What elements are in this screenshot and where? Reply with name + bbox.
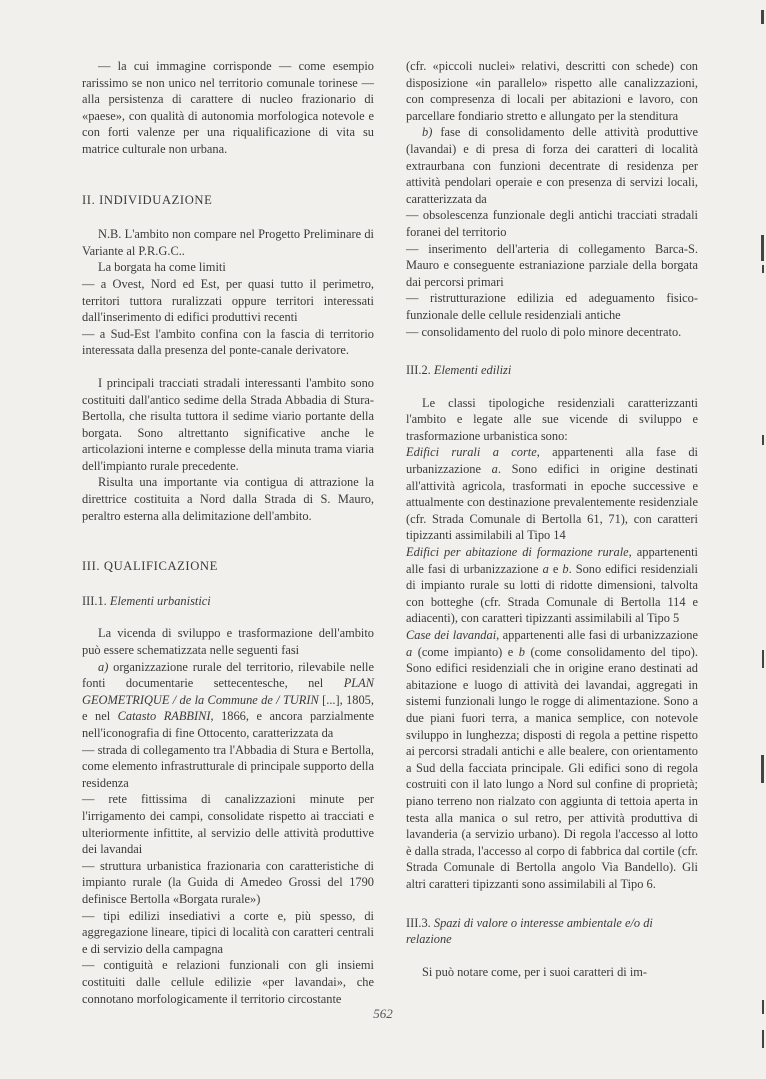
abitazione-phase-a: a	[542, 561, 549, 576]
abitazione-text-1: , appartenenti alle fasi di urbanizzazione	[406, 545, 698, 576]
last-paragraph: Si può notare come, per i suoi caratteri di im-	[422, 964, 648, 979]
page-number: 562	[373, 1006, 393, 1021]
subsection-title: Spazi di valore o interesse ambientale e/o di relazione	[406, 915, 653, 947]
catasto-rabbini-title: Catasto RABBINI	[117, 709, 211, 724]
phase-a-text-3: , 1866, e ancora parzialmente nell'iconografia di fine Ottocento, caratterizzata da	[82, 709, 374, 740]
plan-geometrique-title: PLAN GEOMETRIQUE / de la Commune de / TURIN	[82, 676, 374, 707]
section-heading-qualificazione: III. QUALIFICAZIONE	[82, 559, 218, 574]
phase-a-item-1: — strada di collegamento tra l'Abbadia di Stura e Bertolla, come elemento infrastrutturale di principale supporto della residenza	[82, 742, 374, 790]
phase-a-item-2: — rete fittissima di canalizzazioni minute per l'irrigamento dei campi, consolidate rispetto ai tracciati e ulteriormente infittite, al servizio delle attività produttive dei lavandai	[82, 792, 374, 857]
phase-b-item-2: — inserimento dell'arteria di collegamento Barca-S. Mauro e conseguente estraniazione parziale della borgata dai percorsi primari	[406, 241, 698, 289]
rurali-phase-a: a	[491, 462, 498, 477]
phase-a-letter: a)	[98, 659, 109, 674]
lavandai-phase-b: b	[518, 644, 525, 659]
phase-b-paragraph	[406, 124, 698, 207]
abitazione-paragraph	[406, 544, 698, 627]
phase-a-item-3: — struttura urbanistica frazionaria con caratteristiche di impianto rurale (la Guida di Amedeo Grossi del 1790 definisce Bertolla «Borgata rurale»)	[82, 858, 374, 906]
phase-b-letter: b)	[422, 125, 433, 140]
right-column	[406, 58, 698, 980]
abitazione-and: e	[552, 561, 559, 576]
scan-edge-marks	[756, 0, 766, 1079]
subsection-heading-elementi-urbanistici	[82, 593, 374, 610]
phase-a-paragraph	[82, 659, 374, 742]
rurali-paragraph	[406, 444, 698, 544]
lavandai-phase-a: a	[406, 644, 413, 659]
classi-paragraph: Le classi tipologiche residenziali caratterizzanti l'ambito e legate alle sue vicende di sviluppo e trasformazione urbanistica sono:	[406, 395, 698, 443]
rurali-text-2: . Sono edifici in origine destinati all'attività agricola, trasformati in epoche successive e attualmente con destinazione prevalentemente residenziale (cfr. Strada Comunale di Bertolla 61, 71), con caratteri tipizzanti assimilabili al Tipo 14	[406, 462, 698, 543]
nb-paragraph: N.B. L'ambito non compare nel Progetto Preliminare di Variante al P.R.G.C..	[82, 227, 374, 258]
vicenda-paragraph: La vicenda di sviluppo e trasformazione dell'ambito può essere schematizzata nelle seguenti fasi	[82, 626, 374, 658]
risulta-paragraph: Risulta una importante via contigua di attrazione la direttrice costituita a Nord dalla Strada di S. Mauro, peraltro esterna alla delimitazione dell'ambito.	[82, 475, 374, 523]
phase-b-item-1: — obsolescenza funzionale degli antichi tracciati stradali foranei del territorio	[406, 208, 698, 239]
abitazione-text-2: . Sono edifici residenziali di impianto rurale su lotti di ridotte dimensioni, talvolta con botteghe (cfr. Strada Comunale di Bertolla 114 e adiacenti), con caratteri tipizzanti assimilabili al Tipo 5	[406, 561, 698, 626]
phase-b-item-3: — ristrutturazione edilizia ed adeguamento fisico-funzionale delle cellule residenziali antiche	[406, 291, 698, 322]
left-column	[82, 58, 374, 1007]
phase-a-item-4: — tipi edilizi insediativi a corte e, più spesso, di aggregazione lineare, tipici di località con caratteri centrali e di servizio della campagna	[82, 908, 374, 956]
subsection-heading-elementi-edilizi	[406, 362, 698, 379]
intro-paragraph: — la cui immagine corrisponde — come esempio rarissimo se non unico nel territorio comunale torinese — alla persistenza di carattere di nucleo frazionario di «paese», con qualità di autonomia morfologica notevole e con forti valenze per una riqualificazione di vita su matrice culturale non urbana.	[82, 59, 374, 156]
lavandai-text-2: (come impianto) e	[417, 644, 514, 659]
lavandai-title: Case dei lavandai	[406, 628, 497, 642]
abitazione-title: Edifici per abitazione di formazione rurale	[406, 545, 629, 560]
subsection-number: III.1.	[82, 593, 107, 608]
limit-item-ovest: — a Ovest, Nord ed Est, per quasi tutto il perimetro, territori tuttora ruralizzati oppure territori interessati dall'inserimento di edifici produttivi recenti	[82, 276, 374, 325]
phase-a-text-2: [...], 1805, e nel	[82, 692, 374, 724]
phase-b-item-4: — consolidamento del ruolo di polo minore decentrato.	[406, 324, 682, 339]
phase-b-text: fase di consolidamento delle attività produttive (lavandai) e di presa di forza dei caratteri di località extraurbana con funzioni decentrate di residenza per attività pendolari operaie e con presenza di servizi locali, caratterizzata da	[406, 125, 698, 206]
subsection-number: III.2.	[406, 363, 431, 378]
limiti-paragraph: La borgata ha come limiti	[98, 260, 226, 275]
phase-a-item-5: — contiguità e relazioni funzionali con gli insiemi costituiti dalle cellule edilizie «per lavandai», che connotano morfologicamente il territorio circostante	[82, 958, 374, 1006]
subsection-heading-spazi	[406, 915, 698, 948]
rurali-title: Edifici rurali a corte	[406, 445, 537, 460]
tracciati-paragraph: I principali tracciati stradali interessanti l'ambito sono costituiti dall'antico sedime della Strada Abbadia di Stura-Bertolla, che risulta tuttora il sedime viario portante della borgata. Sono altrettanto significative anche le articolazioni interne e complesse della minuta trama viaria dell'impianto rurale precedente.	[82, 375, 374, 473]
subsection-number: III.3.	[406, 915, 431, 930]
section-heading-individuazione: II. INDIVIDUAZIONE	[82, 192, 213, 207]
abitazione-phase-b: b	[562, 561, 569, 576]
phase-a-text-1: organizzazione rurale del territorio, rilevabile nelle fonti documentarie settecentesche, nel	[82, 659, 374, 691]
subsection-title: Elementi edilizi	[433, 363, 512, 378]
limit-item-sudest: — a Sud-Est l'ambito confina con la fascia di territorio interessata dalla presenza del ponte-canale derivatore.	[82, 326, 374, 358]
lavandai-paragraph	[406, 627, 698, 893]
rurali-text-1: , appartenenti alla fase di urbanizzazione	[406, 445, 698, 477]
cfr-paragraph: (cfr. «piccoli nuclei» relativi, descritti con schede) con disposizione «in parallelo» rispetto alle canalizzazioni, con compresenza di locali per abitazioni e lavoro, con parcellare fondiario stretto e allungato per la stenditura	[406, 59, 698, 123]
lavandai-text-3: (come consolidamento del tipo). Sono edifici residenziali che in origine erano destinati ad abitazione e luogo di attività dei lavandai, aggregati in sistemi funzionali lungo le rogge di alimentazione. Sono a due piani fuori terra, a manica semplice, con notevole sviluppo in lunghezza; disposti di regola a pettine rispetto ai percorsi stradali antichi e alle bealere, con orientamento a Sud della facciata principale. Gli edifici sono di regola costruiti con il lato lungo a Nord sul confine di proprietà; piano terreno non rialzato con aggiunta di tettoia aperta in testa alla manica o sul retro, per attività produttiva di lavanderia (a servizio urbano). Di regola l'accesso al lotto è dalla strada, l'accesso al corpo di fabbrica dal cortile (cfr. Strada Comunale di Bertolla angolo Via Bandello). Gli altri caratteri tipizzanti sono assimilabili al Tipo 6.	[406, 644, 698, 891]
lavandai-text-1: , appartenenti alle fasi di urbanizzazione	[496, 628, 698, 642]
subsection-title: Elementi urbanistici	[109, 593, 211, 608]
